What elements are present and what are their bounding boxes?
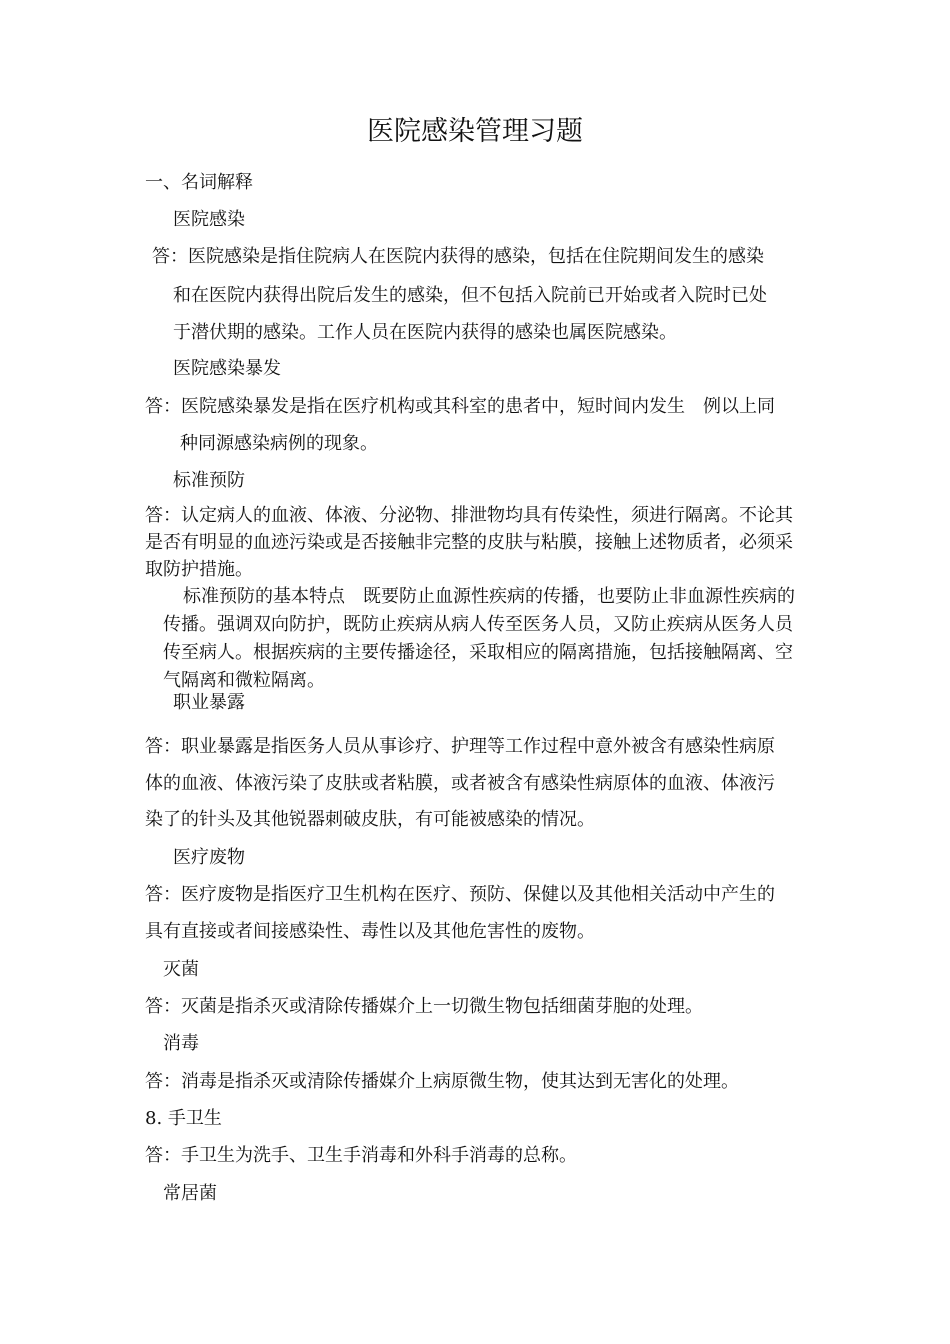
answer-line: 和在医院内获得出院后发生的感染，但不包括入院前已开始或者入院时已处 [173,285,767,306]
section-heading: 一、名词解释 [145,172,253,193]
answer-line: 种同源感染病例的现象。 [180,433,378,454]
answer-line: 答：医院感染暴发是指在医疗机构或其科室的患者中，短时间内发生 例以上同 [145,396,775,417]
term-heading: 职业暴露 [173,692,245,713]
term-heading: 标准预防 [173,470,245,491]
term-heading: 8. 手卫生 [145,1108,222,1129]
feature-paragraph: 标准预防的基本特点 既要防止血源性疾病的传播，也要防止非血源性疾病的传播。强调双向防护，既防止疾病从病人传至医务人员，又防止疾病从医务人员传至病人。根据疾病的主要传播途径，采取相应的隔离措施，包括接触隔离、空气隔离和微粒隔离。 [163,586,795,691]
answer-line: 于潜伏期的感染。工作人员在医院内获得的感染也属医院感染。 [173,322,677,343]
term-heading: 消毒 [163,1033,199,1054]
answer-line: 具有直接或者间接感染性、毒性以及其他危害性的废物。 [145,921,595,942]
page-title: 医院感染管理习题 [367,116,583,147]
term-heading: 灭菌 [163,959,199,980]
answer-line: 答：手卫生为洗手、卫生手消毒和外科手消毒的总称。 [145,1145,577,1166]
answer-line: 答：灭菌是指杀灭或清除传播媒介上一切微生物包括细菌芽胞的处理。 [145,996,703,1017]
term-heading: 常居菌 [163,1183,217,1204]
answer-line: 体的血液、体液污染了皮肤或者粘膜，或者被含有感染性病原体的血液、体液污 [145,773,775,794]
term-heading: 医院感染暴发 [173,358,281,379]
answer-line: 答：医疗废物是指医疗卫生机构在医疗、预防、保健以及其他相关活动中产生的 [145,884,775,905]
answer-line: 答：职业暴露是指医务人员从事诊疗、护理等工作过程中意外被含有感染性病原 [145,736,775,757]
answer-line: 答：医院感染是指住院病人在医院内获得的感染，包括在住院期间发生的感染 [152,246,764,267]
term-heading: 医疗废物 [173,847,245,868]
answer-paragraph: 答：认定病人的血液、体液、分泌物、排泄物均具有传染性，须进行隔离。不论其是否有明显的血迹污染或是否接触非完整的皮肤与粘膜，接触上述物质者，必须采取防护措施。 [145,505,793,580]
answer-line: 染了的针头及其他锐器刺破皮肤，有可能被感染的情况。 [145,809,595,830]
answer-line: 答：消毒是指杀灭或清除传播媒介上病原微生物，使其达到无害化的处理。 [145,1071,739,1092]
term-heading: 医院感染 [173,209,245,230]
